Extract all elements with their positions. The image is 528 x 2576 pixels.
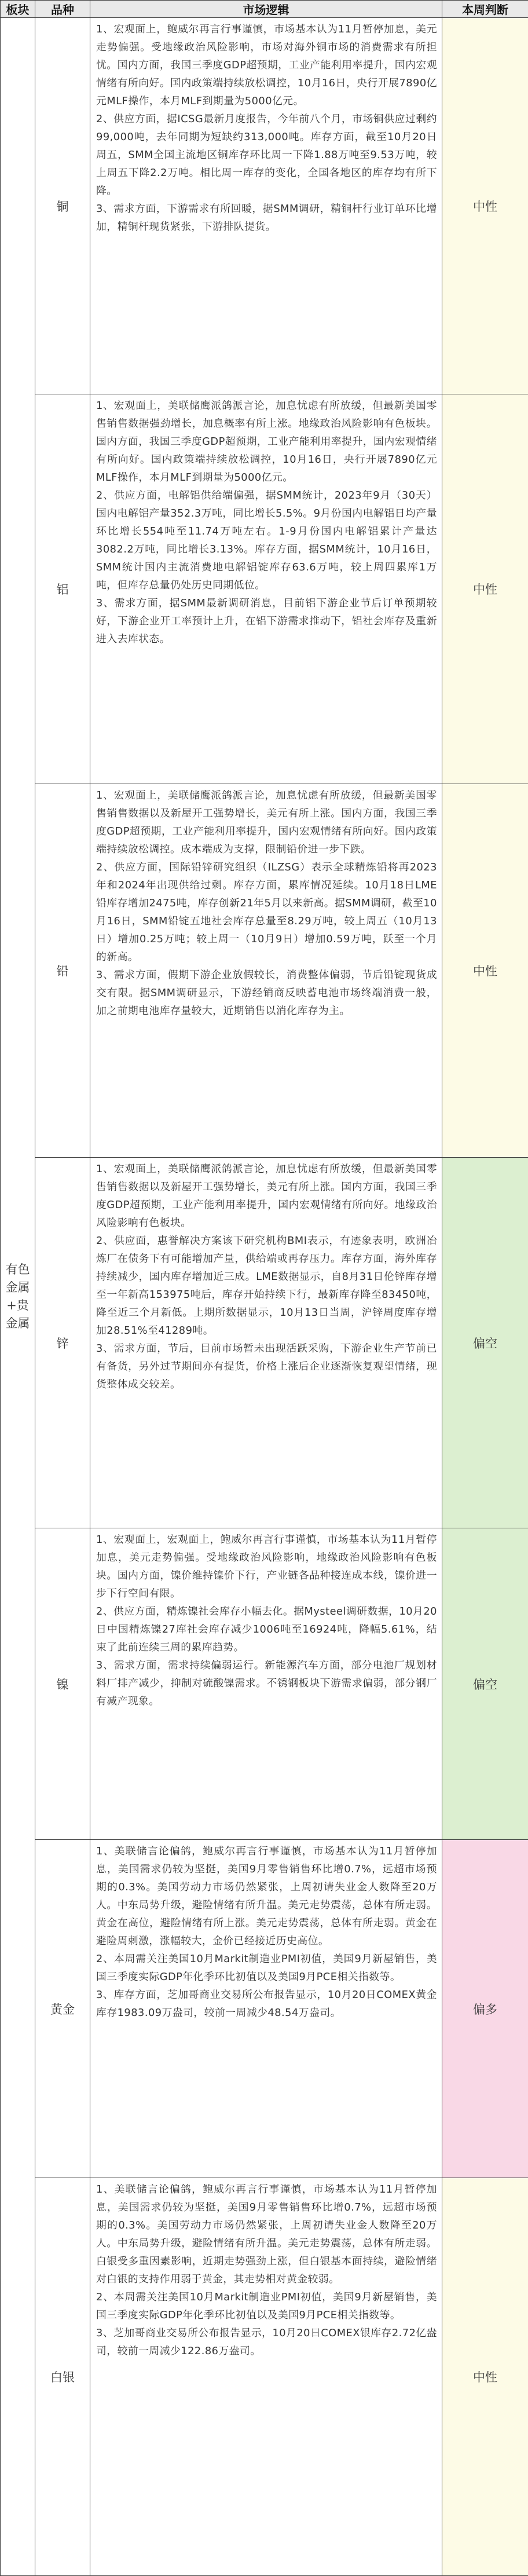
table-header-row [1,1,528,18]
table-row-aluminum [1,394,528,784]
logic-paragraph: 3、库存方面，芝加哥商业交易所公布报告显示，10月20日COMEX黄金库存1983.09万盎司，较前一周减少48.54万盎司。 [96,1986,437,2022]
logic-cell [90,18,442,394]
logic-paragraph: 2、供应方面，据ICSG最新月度报告，今年前八个月，市场铜供应过剩约99,000吨，去年同期为短缺约313,000吨。库存方面，截至10月20日周五，SMM全国主流地区铜库存环比周一下降1.88万吨至9.53万吨，较上周五下降2.2万吨。相比周一库存的变化，全国各地区的库存均有所下降。 [96,110,437,200]
header-logic: 市场逻辑 [90,1,442,18]
logic-paragraph: 3、需求方面，需求持续偏弱运行。新能源汽车方面，部分电池厂规划材料厂排产减少，抑制对硫酸镍需求。不锈钢板块下游需求偏弱，部分钢厂有减产现象。 [96,1656,437,1710]
header-judgement: 本周判断 [442,1,528,18]
variety-cell: 黄金 [35,1840,90,2178]
table-row-gold [1,1840,528,2178]
logic-paragraph: 2、供应面，惠誉解决方案该下研究机构BMI表示，有迹象表明，欧洲冶炼厂在债务下有可能增加产量，供给端或再存压力。库存方面，海外库存持续减少，国内库存增加近三成。LME数据显示，自8月31日伦锌库存增至一年新高153975吨后，库存开始持续下行，最新库存降至83450吨，降至近三个月新低。上期所数据显示，10月13日当周，沪锌周度库存增加28.51%至41289吨。 [96,1232,437,1340]
logic-paragraph: 2、供应方面，精炼镍社会库存小幅去化。据Mysteel调研数据，10月20日中国精炼镍27库社会库存减少1006吨至16924吨，降幅5.61%，结束了此前连续三周的累库趋势。 [96,1602,437,1656]
variety-cell: 锌 [35,1158,90,1528]
logic-cell [90,2178,442,2576]
logic-paragraph: 3、需求方面，据SMM最新调研消息，目前铝下游企业节后订单预期较好，下游企业开工率预计上升，在铝下游需求推动下，铝社会库存及重新进入去库状态。 [96,594,437,648]
table-row-zinc [1,1158,528,1528]
judgement-cell: 偏空 [442,1158,528,1528]
logic-paragraph: 3、需求方面，假期下游企业放假较长，消费整体偏弱，节后铅锭现货成交有限。据SMM调研显示，下游经销商反映蓄电池市场终端消费一般，加之前期电池库存量较大，近期销售以消化库存为主。 [96,966,437,1020]
header-sector: 板块 [1,1,35,18]
logic-paragraph: 2、供应方面，电解铝供给端偏强，据SMM统计，2023年9月（30天）国内电解铝产量352.3万吨，同比增长5.5%。9月份国内电解铝日均产量环比增长554吨至11.74万吨左右。1-9月份国内电解铝累计产量达3082.2万吨，同比增长3.13%。库存方面，据SMM统计，10月16日，SMM统计国内主流消费地电解铝锭库存63.6万吨，较上周四累库1万吨，但库存总量仍处历史同期低位。 [96,486,437,594]
logic-paragraph: 1、宏观面上，鲍威尔再言行事谨慎，市场基本认为11月暂停加息，美元走势偏强。受地缘政治风险影响，市场对海外铜市场的消费需求有所担忧。国内方面，我国三季度GDP超预期，工业产能利用率提升，国内宏观情绪有所向好。国内政策端持续放松调控，10月16日，央行开展7890亿元MLF操作，本月MLF到期量为5000亿元。 [96,20,437,110]
logic-cell [90,1840,442,2178]
logic-paragraph: 2、本周需关注美国10月Markit制造业PMI初值，美国9月新屋销售，美国三季度实际GDP年化季环比初值以及美国9月PCE相关指数等。 [96,1950,437,1986]
judgement-cell: 中性 [442,784,528,1158]
table-row-nickel [1,1528,528,1840]
variety-cell: 铝 [35,394,90,784]
judgement-cell: 偏空 [442,1528,528,1840]
logic-paragraph: 2、本周需关注美国10月Markit制造业PMI初值，美国9月新屋销售，美国三季度实际GDP年化季环比初值以及美国9月PCE相关指数等。 [96,2288,437,2324]
judgement-cell: 偏多 [442,1840,528,2178]
variety-cell: 铅 [35,784,90,1158]
logic-paragraph: 1、宏观面上，宏观面上，鲍威尔再言行事谨慎，市场基本认为11月暂停加息，美元走势偏强。受地缘政治风险影响，地缘政治风险影响有色板块。国内方面，镍价维持镍价下行，产业链各品种接连成本线，镍价进一步下行空间有限。 [96,1531,437,1602]
logic-paragraph: 2、供应方面，国际铅锌研究组织（ILZSG）表示全球精炼铅将再2023年和2024年出现供给过剩。库存方面，累库情况延续。10月18日LME铅库存增加2475吨，库存创新21年5月以来新高。据SMM调研，截至10月16日，SMM铅锭五地社会库存总量至8.29万吨，较上周五（10月13日）增加0.25万吨；较上周一（10月9日）增加0.59万吨，跃至一个月的新高。 [96,858,437,966]
header-variety: 品种 [35,1,90,18]
logic-paragraph: 3、芝加哥商业交易所公布报告显示，10月20日COMEX银库存2.72亿盎司，较前一周减少122.86万盎司。 [96,2324,437,2360]
logic-paragraph: 1、宏观面上，美联储鹰派鸽派言论，加息忧虑有所放缓，但最新美国零售销售数据以及新屋开工强势增长，美元有所上涨。国内方面，我国三季度GDP超预期，工业产能利用率提升，国内宏观情绪有所向好。地缘政治风险影响有色板块。 [96,1160,437,1232]
logic-paragraph: 3、需求方面，下游需求有所回暖，据SMM调研，精铜杆行业订单环比增加，精铜杆现货紧张，下游排队提货。 [96,200,437,236]
logic-paragraph: 1、宏观面上，美联储鹰派鸽派言论，加息忧虑有所放缓，但最新美国零售销售数据强劲增长，加息概率有所上涨。地缘政治风险影响有色板块。国内方面，我国三季度GDP超预期，工业产能利用率提升，国内宏观情绪有所向好。国内政策端持续放松调控，10月16日，央行开展7890亿元MLF操作，本月MLF到期量为5000亿元。 [96,397,437,486]
judgement-cell: 中性 [442,2178,528,2576]
logic-paragraph: 1、美联储言论偏鸽，鲍威尔再言行事谨慎，市场基本认为11月暂停加息，美国需求仍较为坚挺，美国9月零售销售环比增0.7%，远超市场预期的0.3%。美国劳动力市场仍然紧张，上周初请失业金人数降至20万人。中东局势升级，避险情绪有所升温。美元走势震荡，总体有所走弱。白银受多重因素影响，近期走势强劲上涨，但白银基本面持续，避险情绪对白银的支持作用弱于黄金，其走势相对黄金较弱。 [96,2180,437,2288]
logic-cell [90,1528,442,1840]
judgement-cell: 中性 [442,18,528,394]
judgement-cell: 中性 [442,394,528,784]
table-row-lead [1,784,528,1158]
logic-paragraph: 1、美联储言论偏鸽，鲍威尔再言行事谨慎，市场基本认为11月暂停加息，美国需求仍较为坚挺，美国9月零售销售环比增0.7%，远超市场预期的0.3%。美国劳动力市场仍然紧张，上周初请失业金人数降至20万人。中东局势升级，避险情绪有所升温。美元走势震荡，总体有所走弱。黄金在高位，避险情绪有所上涨。美元走势震荡，总体有所走弱。黄金在避险周刺激，涨幅较大，金价已经接近历史高位。 [96,1842,437,1950]
variety-cell: 镍 [35,1528,90,1840]
logic-cell [90,784,442,1158]
logic-paragraph: 3、需求方面，节后，目前市场暂未出现活跃采购，下游企业生产节前已有备货，另外过节期间亦有提货，价格上涨后企业逐渐恢复观望情绪，现货整体成交较差。 [96,1340,437,1393]
table-row-copper [1,18,528,394]
table-row-silver [1,2178,528,2576]
logic-paragraph: 1、宏观面上，美联储鹰派鸽派言论，加息忧虑有所放缓，但最新美国零售销售数据以及新屋开工强势增长，美元有所上涨。国内方面，我国三季度GDP超预期，工业产能利用率提升，国内宏观情绪有所向好。国内政策端持续放松调控。成本端成为支撑，限制铅价进一步下跌。 [96,786,437,858]
logic-cell [90,394,442,784]
sector-label: 有色金属+贵金属 [5,1261,31,1333]
logic-cell [90,1158,442,1528]
sector-cell [1,18,35,2576]
variety-cell: 白银 [35,2178,90,2576]
variety-cell: 铜 [35,18,90,394]
